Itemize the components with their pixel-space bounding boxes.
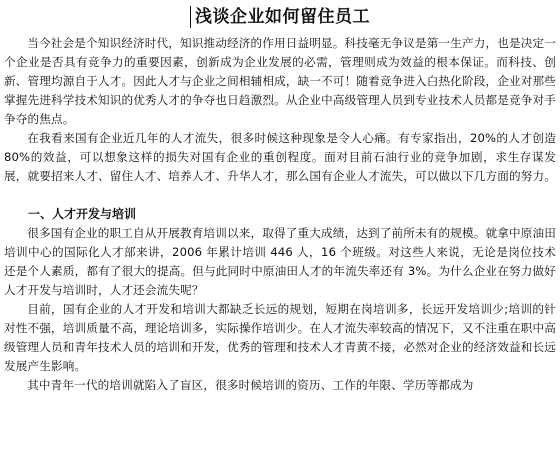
document-page xyxy=(4,6,556,395)
document-title: 浅谈企业如何留住员工 xyxy=(190,6,370,28)
section-paragraph-3: 其中青年一代的培训就陷入了盲区，很多时候培训的资历、工作的年限、学历等都成为 xyxy=(27,378,474,392)
section-paragraph-1: 很多国有企业的职工自从开展教育培训以来，取得了重大成绩，达到了前所未有的规模。就拿中原油田培训中心的国际化人才部来讲，2006 年累计培训 446 人，16 个班级。对这些人来说，无论是岗位技术还是个人素质，都有了很大的提高。但与此同时中原油田人才的年流失率还有 3%。为什么企业在努力做好人才开发与培训时，人才还会流失呢？ xyxy=(4,226,556,297)
intro-paragraph-2: 在我看来国有企业近几年的人才流失，很多时候这种现象是令人心痛。有专家指出，20%的人才创造 80%的效益，可以想象这样的损失对国有企业的重创程度。面对目前石油行业的竞争加剧，求生存谋发展，就要招来人才、留住人才、培养人才、升华人才，那么国有企业人才流失，可以做以下几方面的努力。 xyxy=(4,131,556,183)
section-spacer xyxy=(4,186,556,204)
title-row xyxy=(4,6,556,32)
intro-paragraph-1: 当今社会是个知识经济时代，知识推动经济的作用日益明显。科技毫无争议是第一生产力，也是决定一个企业是否具有竞争力的重要因素，创新成为企业发展的必需，管理则成为效益的根本保证。而科技、创新、管理均源自于人才。因此人才与企业之间相辅相成，缺一不可！随着竞争进入白热化阶段，企业对那些掌握先进科学技术知识的优秀人才的争夺也日趋激烈。从企业中高级管理人员到专业技术人员都是竞争对手争夺的焦点。 xyxy=(4,36,556,126)
section-heading: 一、人才开发与培训 xyxy=(28,207,137,221)
section-paragraph-2: 目前，国有企业的人才开发和培训大都缺乏长远的规划，短期在岗培训多，长远开发培训少;培训的针对性不强，培训质量不高，理论培训多，实际操作培训少。在人才流失率较高的情况下，又不注重在职中高级管理人员和青年技术人员的培训和开发，优秀的管理和技术人才青黄不接，必然对企业的经济效益和长远发展产生影响。 xyxy=(4,302,556,373)
